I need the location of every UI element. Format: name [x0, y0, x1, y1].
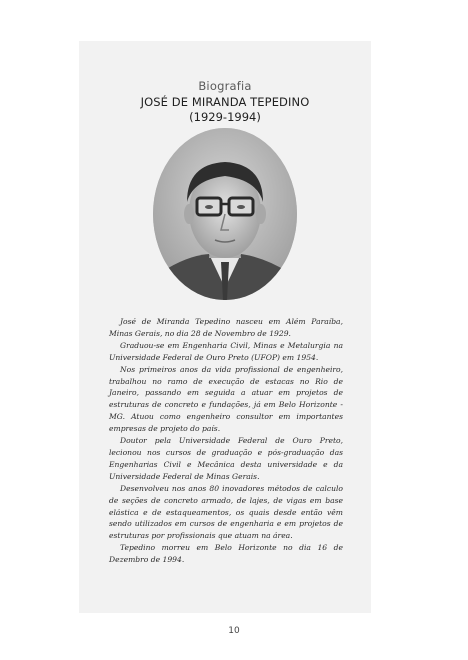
biography-paragraph: Nos primeiros anos da vida profissional de engenheiro, trabalhou no ramo de execução de estacas no Rio de Janeiro, passando em seguida a atuar em projetos de estruturas de concreto e fundações, já em Belo Horizonte - MG. Atuou como engenheiro consultor em importantes empresas de projeto do país.: [109, 364, 343, 434]
biography-paragraph: José de Miranda Tepedino nasceu em Além Paraíba, Minas Gerais, no dia 28 de Novembro de 1929.: [109, 317, 343, 338]
section-kicker: Biografia: [198, 79, 252, 93]
page-number: 10: [228, 626, 240, 636]
biography-paragraph: Tepedino morreu em Belo Horizonte no dia 16 de Dezembro de 1994.: [109, 543, 343, 565]
biography-years: (1929-1994): [189, 110, 261, 124]
biography-title: JOSÉ DE MIRANDA TEPEDINO: [140, 95, 310, 109]
biography-paragraph: Desenvolveu nos anos 80 inovadores métodos de calculo de seções de concreto armado, de lajes, de vigas em base elástica e de estaqueamentos, os quais desde então vêm sendo utilizados em cursos de engenharia e em projetos de estruturas por profissionais que atuam na área.: [109, 483, 343, 541]
portrait-photo: [153, 128, 297, 300]
page-panel: [79, 41, 371, 613]
portrait-illustration: [153, 128, 297, 300]
biography-paragraph: Doutor pela Universidade Federal de Ouro Preto, lecionou nos cursos de graduação e pós-graduação das Engenharias Civil e Mecânica desta universidade e da Universidade Federal de Minas Gerais.: [109, 436, 343, 481]
biography-text: [109, 316, 343, 566]
biography-paragraph: Graduou-se em Engenharia Civil, Minas e Metalurgia na Universidade Federal de Ouro Preto (UFOP) em 1954.: [109, 340, 343, 362]
